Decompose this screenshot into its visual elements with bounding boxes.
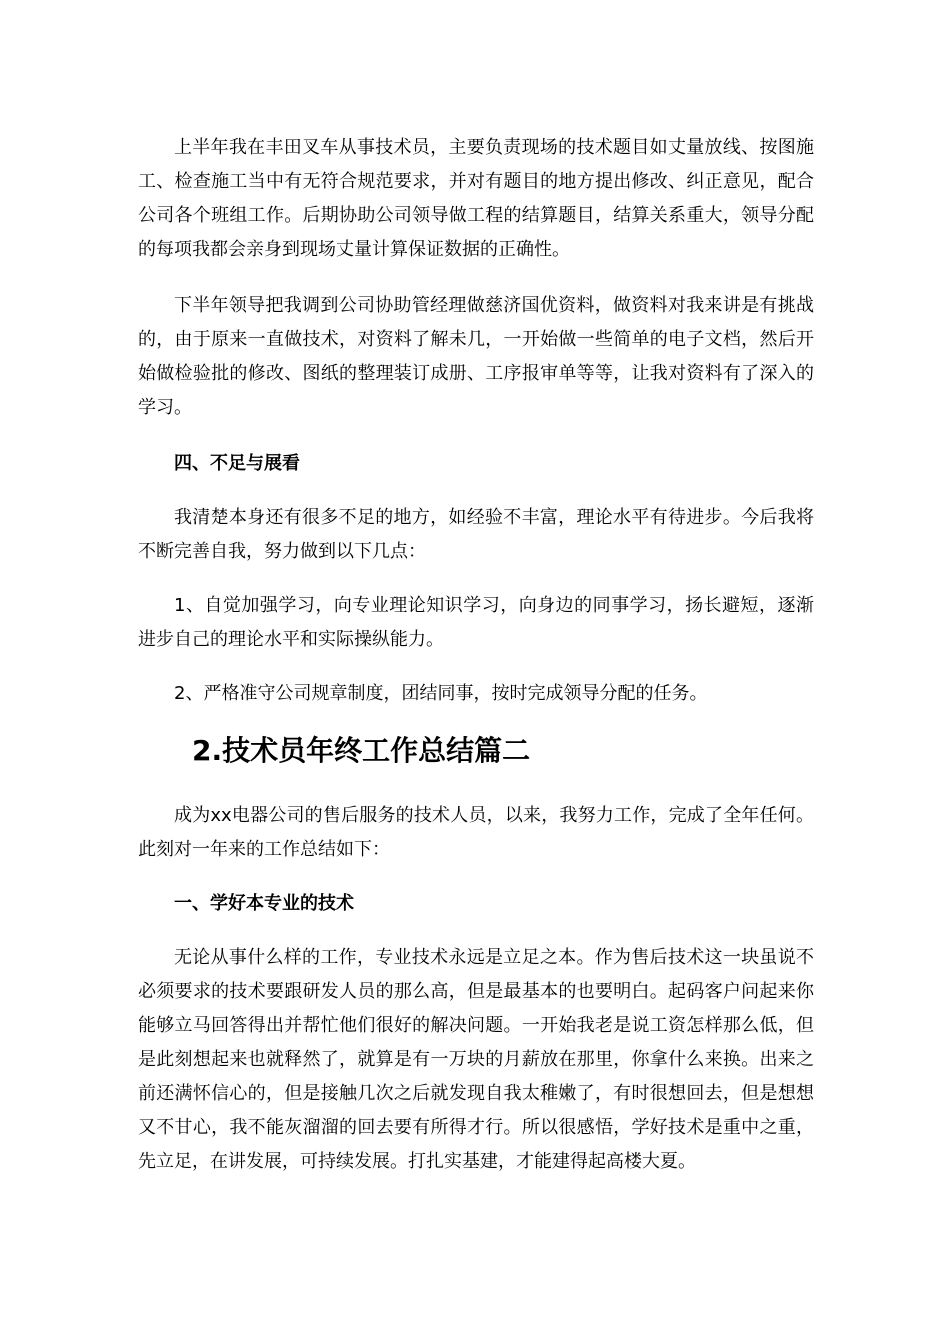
section-heading-learn-tech: 一、学好本专业的技术 — [174, 893, 354, 914]
paragraph-point-2: 2、严格准守公司规章制度，团结同事，按时完成领导分配的任务。 — [174, 683, 708, 704]
paragraph-point-1: 1、自觉加强学习，向专业理论知识学习，向身边的同事学习，扬长避短，逐渐进步自己的理论水平和实际操纵能力。 — [138, 595, 814, 650]
paragraph-second-half-year: 下半年领导把我调到公司协助管经理做慈济国优资料，做资料对我来讲是有挑战的，由于原来一直做技术，对资料了解未几，一开始做一些简单的电子文档，然后开始做检验批的修改、图纸的整理装订成册、工序报审单等等，让我对资料有了深入的学习。 — [138, 295, 814, 418]
article-title: 2.技术员年终工作总结篇二 — [192, 734, 531, 767]
paragraph-article-intro: 成为xx电器公司的售后服务的技术人员，以来，我努力工作，完成了全年任何。此刻对一年来的工作总结如下： — [138, 805, 814, 860]
paragraph-shortcomings-intro: 我清楚本身还有很多不足的地方，如经验不丰富，理论水平有待进步。今后我将不断完善自我，努力做到以下几点： — [138, 507, 814, 562]
section-heading-shortcomings: 四、不足与展看 — [174, 453, 300, 474]
document-page — [138, 131, 814, 1201]
paragraph-first-half-year: 上半年我在丰田叉车从事技术员，主要负责现场的技术题目如丈量放线、按图施工、检查施工当中有无符合规范要求，并对有题目的地方提出修改、纠正意见，配合公司各个班组工作。后期协助公司领导做工程的结算题目，结算关系重大，领导分配的每项我都会亲身到现场丈量计算保证数据的正确性。 — [138, 137, 814, 260]
paragraph-learn-tech-body: 无论从事什么样的工作，专业技术永远是立足之本。作为售后技术这一块虽说不必须要求的技术要跟研发人员的那么高，但是最基本的也要明白。起码客户问起来你能够立马回答得出并帮忙他们很好的解决问题。一开始我老是说工资怎样那么低，但是此刻想起来也就释然了，就算是有一万块的月薪放在那里，你拿什么来换。出来之前还满怀信心的，但是接触几次之后就发现自我太稚嫩了，有时很想回去，但是想想又不甘心，我不能灰溜溜的回去要有所得才行。所以很感悟，学好技术是重中之重，先立足，在讲发展，可持续发展。打扎实基建，才能建得起高楼大夏。 — [138, 947, 814, 1172]
